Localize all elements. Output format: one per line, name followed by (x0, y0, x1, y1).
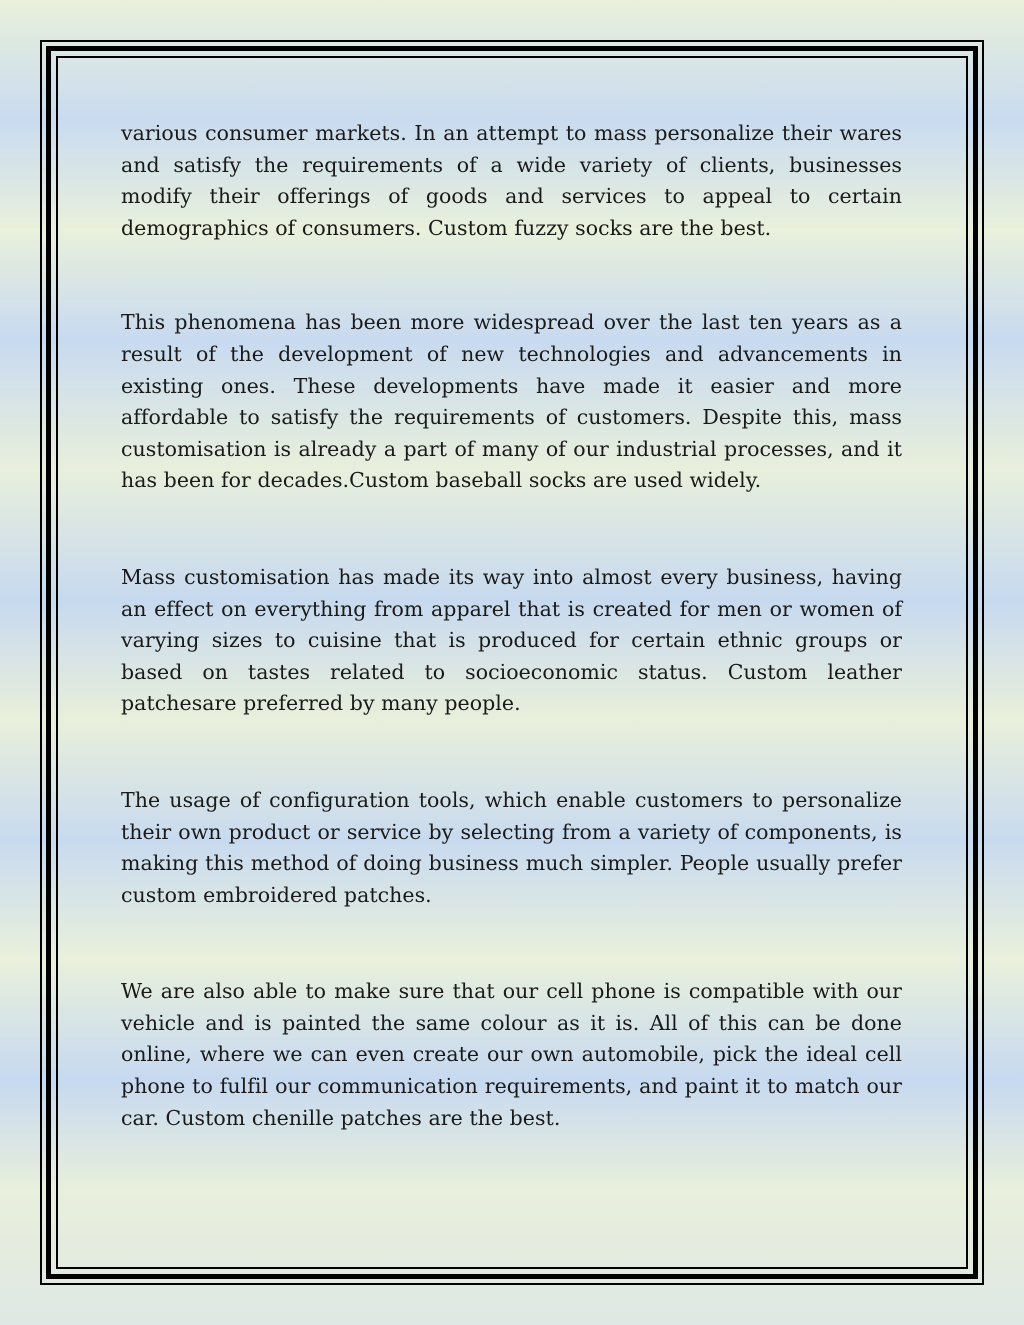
paragraph-2: This phenomena has been more widespread over the last ten years as a result of the development of new technologies and advancements in existing ones. These developments have made it easier and more affordable to satisfy the requirements of customers. Despite this, mass customisation is already a part of many of our industrial processes, and it has been for decades.Custom baseball socks are used widely. (121, 310, 902, 493)
paragraph-1: various consumer markets. In an attempt to mass personalize their wares and satisfy the requirements of a wide variety of clients, businesses modify their offerings of goods and services to appeal to certain demographics of consumers. Custom fuzzy socks are the best. (121, 121, 902, 240)
paragraph-5: We are also able to make sure that our cell phone is compatible with our vehicle and is painted the same colour as it is. All of this can be done online, where we can even create our own automobile, pick the ideal cell phone to fulfil our communication requirements, and paint it to match our car. Custom chenille patches are the best. (121, 979, 902, 1130)
paragraph-3: Mass customisation has made its way into almost every business, having an effect on everything from apparel that is created for men or women of varying sizes to cuisine that is produced for certain ethnic groups or based on tastes related to socioeconomic status. Custom leather patchesare preferred by many people. (121, 564, 902, 716)
paragraph-4: The usage of configuration tools, which enable customers to personalize their own product or service by selecting from a variety of components, is making this method of doing business much simpler. People usually prefer custom embroidered patches. (121, 787, 902, 907)
document-body (121, 118, 902, 1197)
